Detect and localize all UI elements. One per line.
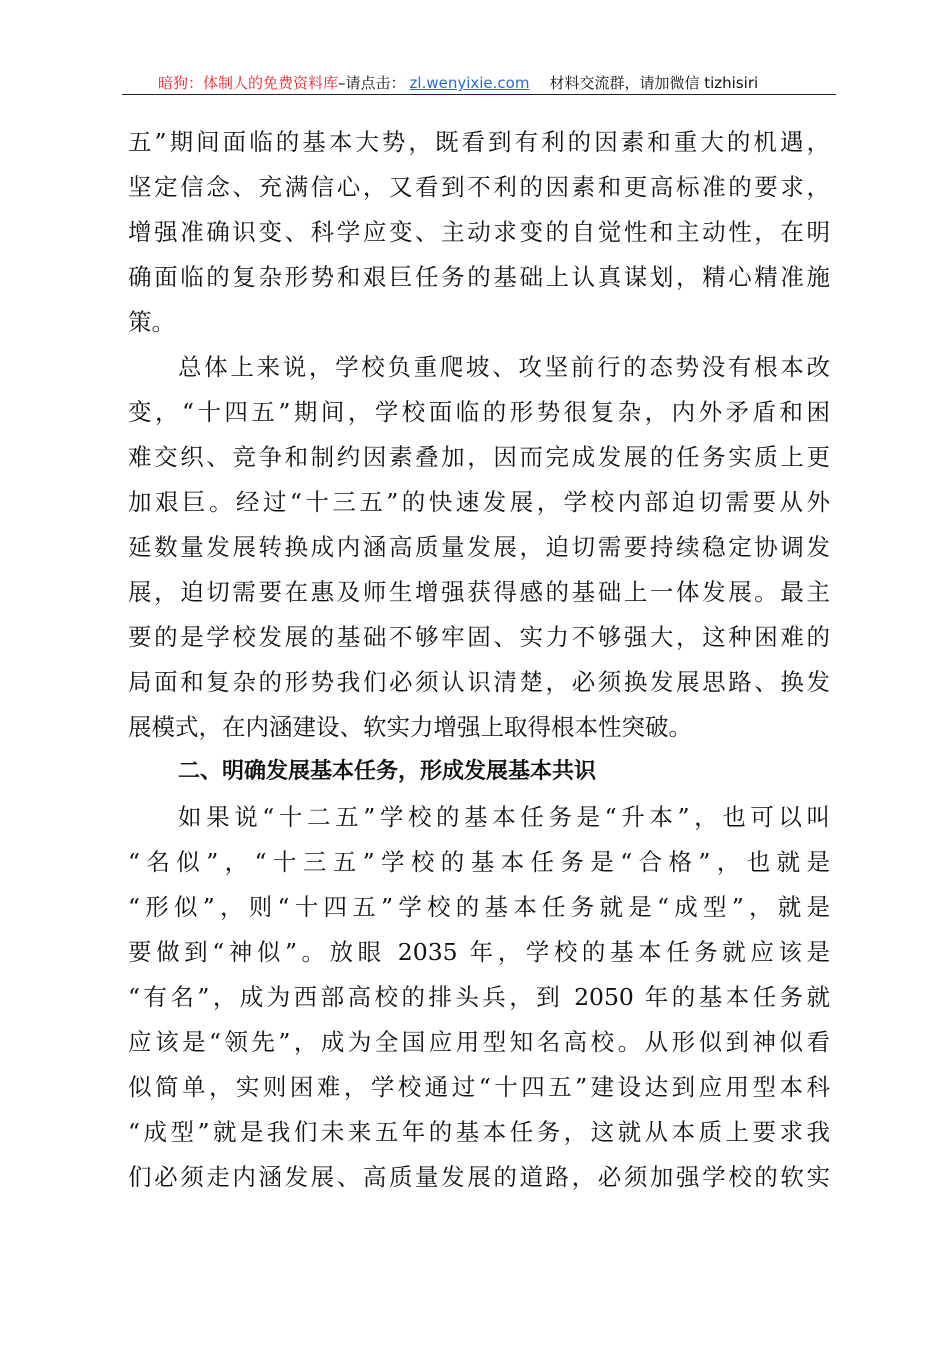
text-line: 五”期间面临的基本大势，既看到有利的因素和重大的机遇， bbox=[128, 128, 830, 156]
text-line: 总体上来说，学校负重爬坡、攻坚前行的态势没有根本改 bbox=[178, 353, 830, 381]
text-line: 如果说“十二五”学校的基本任务是“升本”，也可以叫 bbox=[178, 803, 830, 831]
text-line: “名似”，“十三五”学校的基本任务是“合格”，也就是 bbox=[128, 848, 830, 876]
text-line: 局面和复杂的形势我们必须认识清楚，必须换发展思路、换发 bbox=[128, 668, 830, 696]
section-heading: 二、明确发展基本任务，形成发展基本共识 bbox=[178, 759, 597, 784]
header-link[interactable]: zl.wenyixie.com bbox=[409, 74, 530, 92]
text-line: 应该是“领先”，成为全国应用型知名高校。从形似到神似看 bbox=[128, 1028, 830, 1056]
header-prompt: –请点击： bbox=[338, 74, 406, 92]
text-line: 延数量发展转换成内涵高质量发展，迫切需要持续稳定协调发 bbox=[128, 533, 830, 561]
text-line: 加艰巨。经过“十三五”的快速发展，学校内部迫切需要从外 bbox=[128, 488, 830, 516]
text-line: 要的是学校发展的基础不够牢固、实力不够强大，这种困难的 bbox=[128, 623, 830, 651]
text-line: 展，迫切需要在惠及师生增强获得感的基础上一体发展。最主 bbox=[128, 578, 830, 606]
text-line: 坚定信念、充满信心，又看到不利的因素和更高标准的要求， bbox=[128, 173, 830, 201]
text-line: “有名”，成为西部高校的排头兵，到 2050 年的基本任务就 bbox=[128, 983, 830, 1011]
page-header bbox=[122, 70, 836, 95]
text-line: 策。 bbox=[128, 308, 175, 336]
text-line: “成型”就是我们未来五年的基本任务，这就从本质上要求我 bbox=[128, 1118, 830, 1146]
document-body bbox=[128, 123, 830, 1203]
text-line: 展模式，在内涵建设、软实力增强上取得根本性突破。 bbox=[128, 713, 692, 741]
text-line: 要做到“神似”。放眼 2035 年，学校的基本任务就应该是 bbox=[128, 938, 830, 966]
text-line: 似简单，实则困难，学校通过“十四五”建设达到应用型本科 bbox=[128, 1073, 830, 1101]
text-line: 确面临的复杂形势和艰巨任务的基础上认真谋划，精心精准施 bbox=[128, 263, 830, 291]
header-contact: 材料交流群，请加微信 tizhisiri bbox=[549, 74, 759, 92]
text-line: 增强准确识变、科学应变、主动求变的自觉性和主动性，在明 bbox=[128, 218, 830, 246]
header-brand: 暗狗：体制人的免费资料库 bbox=[158, 74, 339, 92]
text-line: 难交织、竞争和制约因素叠加，因而完成发展的任务实质上更 bbox=[128, 443, 830, 471]
text-line: “形似”，则“十四五”学校的基本任务就是“成型”，就是 bbox=[128, 893, 830, 921]
text-line: 变，“十四五”期间，学校面临的形势很复杂，内外矛盾和困 bbox=[128, 398, 830, 426]
text-line: 们必须走内涵发展、高质量发展的道路，必须加强学校的软实 bbox=[128, 1163, 830, 1191]
